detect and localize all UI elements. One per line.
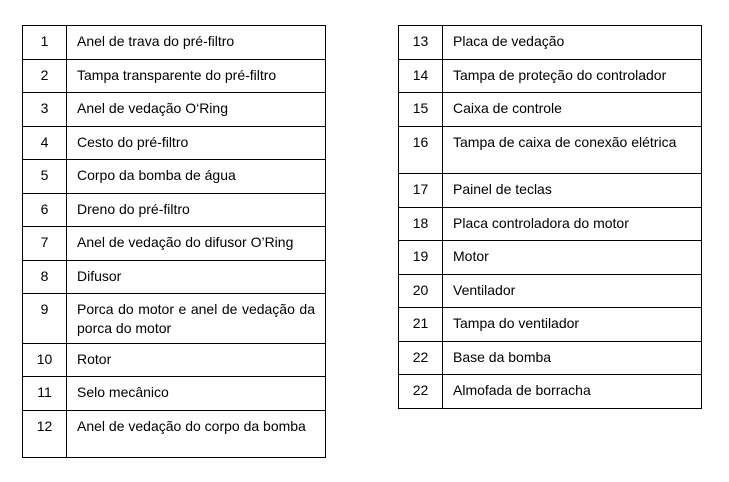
table-row	[23, 411, 326, 458]
part-description: Cesto do pré-filtro	[67, 127, 326, 160]
table-row	[399, 60, 702, 93]
part-number: 3	[23, 93, 67, 127]
part-description: Painel de teclas	[443, 174, 702, 208]
table-row	[23, 261, 326, 294]
part-description: Motor	[443, 241, 702, 275]
part-description: Selo mecânico	[67, 377, 326, 411]
table-row	[23, 377, 326, 411]
part-description: Tampa de caixa de conexão elétrica	[443, 127, 702, 174]
table-row	[399, 26, 702, 60]
part-description: Tampa transparente do pré-filtro	[67, 60, 326, 93]
table-row	[399, 275, 702, 308]
part-number: 15	[399, 93, 443, 127]
part-description: Difusor	[67, 261, 326, 294]
table-row	[399, 375, 702, 409]
part-number: 20	[399, 275, 443, 308]
table-row	[23, 194, 326, 227]
part-number: 22	[399, 342, 443, 375]
part-description: Anel de vedação O‘Ring	[67, 93, 326, 127]
part-number: 17	[399, 174, 443, 208]
table-row	[23, 294, 326, 344]
part-description: Anel de vedação do corpo da bomba	[67, 411, 326, 458]
part-description: Almofada de borracha	[443, 375, 702, 409]
part-number: 7	[23, 227, 67, 261]
part-description: Placa controladora do motor	[443, 208, 702, 241]
table-row	[399, 174, 702, 208]
part-number: 6	[23, 194, 67, 227]
table-row	[399, 208, 702, 241]
table-row	[399, 127, 702, 174]
part-number: 1	[23, 26, 67, 60]
table-row	[399, 342, 702, 375]
part-number: 22	[399, 375, 443, 409]
part-description: Placa de vedação	[443, 26, 702, 60]
table-row	[23, 160, 326, 194]
part-number: 18	[399, 208, 443, 241]
part-number: 2	[23, 60, 67, 93]
part-description: Tampa de proteção do controlador	[443, 60, 702, 93]
part-number: 9	[23, 294, 67, 344]
part-number: 4	[23, 127, 67, 160]
part-number: 21	[399, 308, 443, 342]
part-description: Dreno do pré-filtro	[67, 194, 326, 227]
part-description: Ventilador	[443, 275, 702, 308]
part-number: 5	[23, 160, 67, 194]
part-number: 11	[23, 377, 67, 411]
part-number: 10	[23, 344, 67, 377]
parts-table-right	[398, 25, 702, 409]
part-description: Rotor	[67, 344, 326, 377]
table-row	[23, 93, 326, 127]
table-row	[399, 93, 702, 127]
table-row	[23, 26, 326, 60]
table-row	[23, 60, 326, 93]
part-description: Caixa de controle	[443, 93, 702, 127]
part-description: Anel de trava do pré-filtro	[67, 26, 326, 60]
table-row	[399, 308, 702, 342]
part-description: Tampa do ventilador	[443, 308, 702, 342]
part-number: 12	[23, 411, 67, 458]
part-description: Porca do motor e anel de vedação da porca do motor	[67, 294, 326, 344]
parts-table-left	[22, 25, 326, 458]
table-row	[23, 227, 326, 261]
part-description: Anel de vedação do difusor O’Ring	[67, 227, 326, 261]
part-number: 13	[399, 26, 443, 60]
part-number: 14	[399, 60, 443, 93]
part-number: 16	[399, 127, 443, 174]
part-number: 19	[399, 241, 443, 275]
part-number: 8	[23, 261, 67, 294]
table-row	[399, 241, 702, 275]
table-row	[23, 344, 326, 377]
table-row	[23, 127, 326, 160]
part-description: Base da bomba	[443, 342, 702, 375]
part-description: Corpo da bomba de água	[67, 160, 326, 194]
